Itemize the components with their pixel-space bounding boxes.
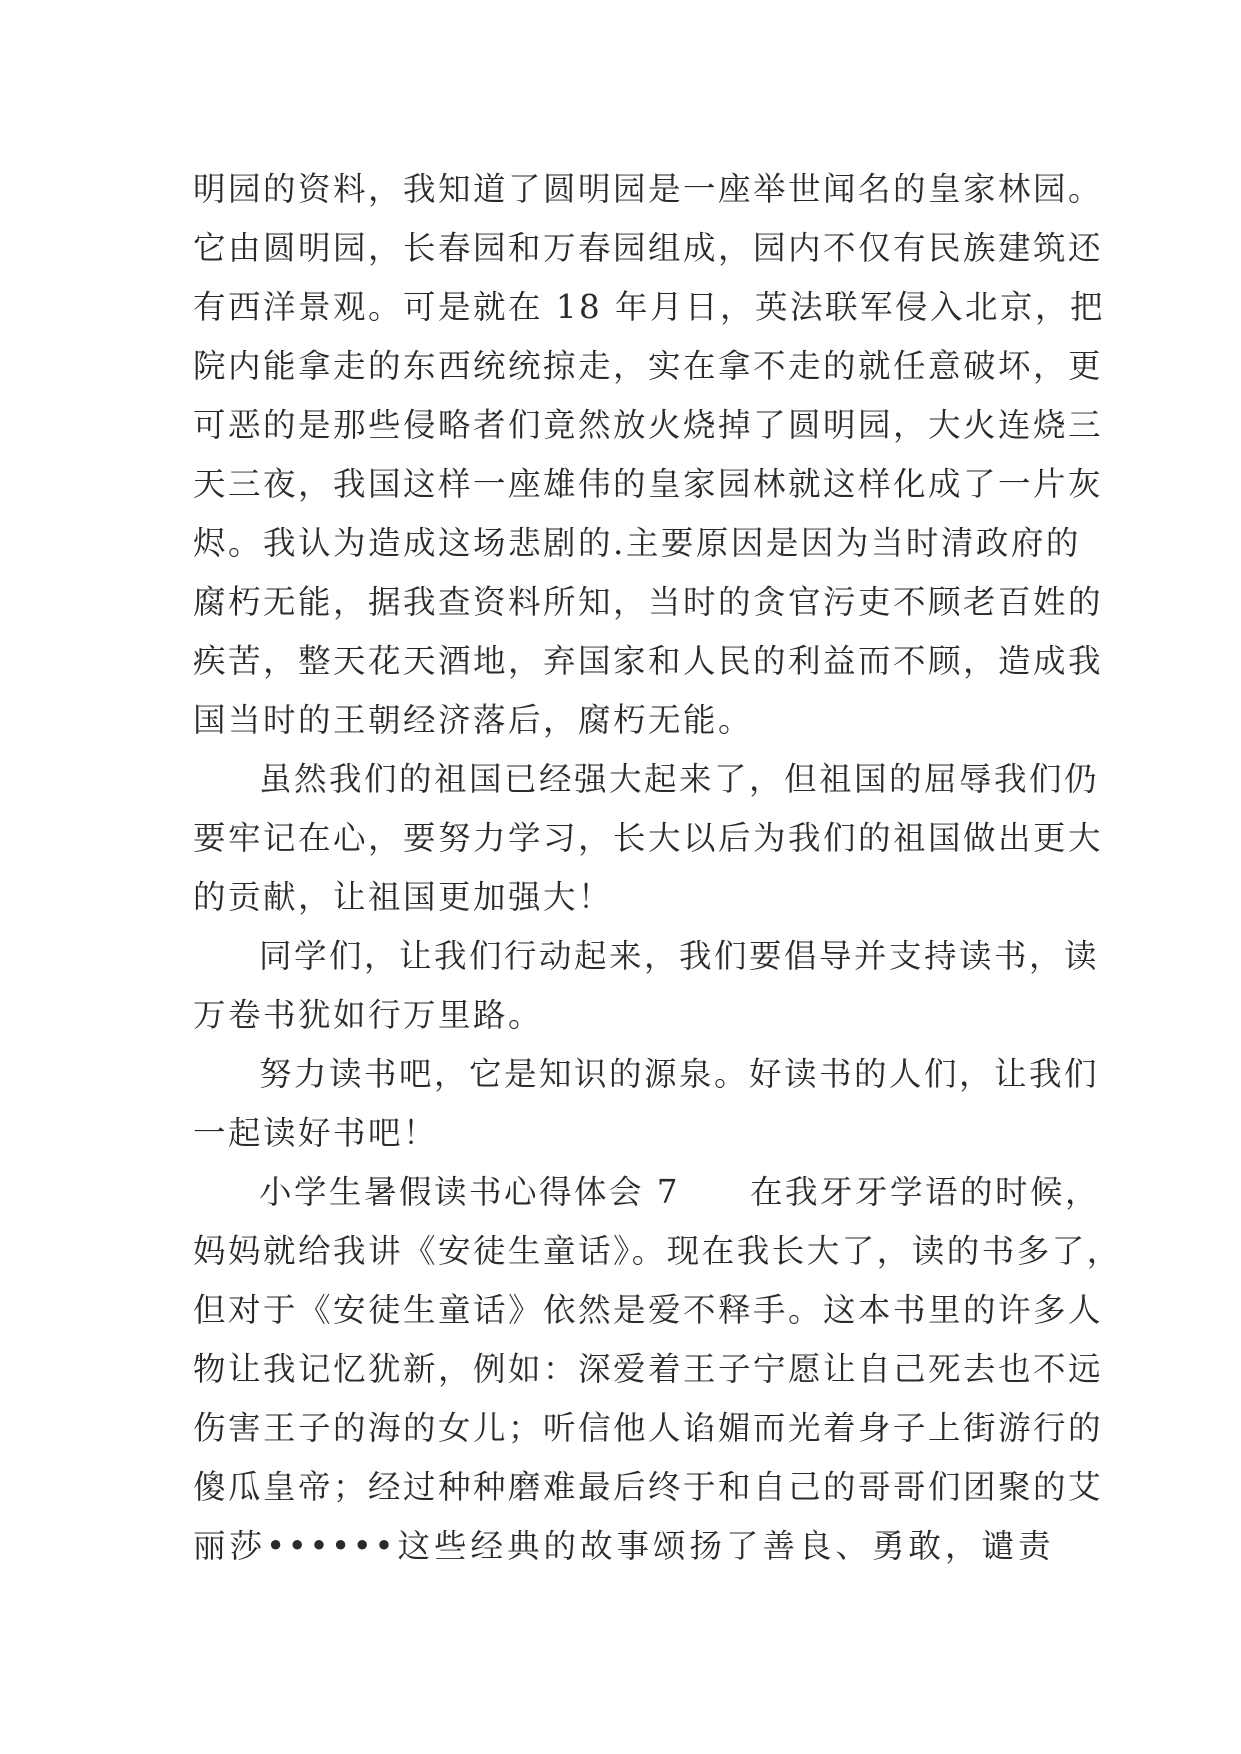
text-line: 天三夜，我国这样一座雄伟的皇家园林就这样化成了一片灰: [193, 465, 1104, 503]
text-line: 物让我记忆犹新，例如：深爱着王子宁愿让自己死去也不远: [193, 1350, 1104, 1388]
text-line: 要牢记在心，要努力学习，长大以后为我们的祖国做出更大: [193, 819, 1104, 857]
text-line: 有西洋景观。可是就在 18 年月日，英法联军侵入北京，把: [193, 288, 1106, 326]
essay-body: [193, 160, 1122, 1576]
text-line: 烬。我认为造成这场悲剧的.主要原因是因为当时清政府的: [193, 524, 1081, 562]
text-line: 傻瓜皇帝；经过种种磨难最后终于和自己的哥哥们团聚的艾: [193, 1468, 1104, 1506]
text-line: 妈妈就给我讲《安徒生童话》。现在我长大了，读的书多了，: [193, 1232, 1122, 1270]
text-line: 国当时的王朝经济落后，腐朽无能。: [193, 701, 754, 739]
text-line: 疾苦，整天花天酒地，弃国家和人民的利益而不顾，造成我: [193, 642, 1104, 680]
text-line: 但对于《安徒生童话》依然是爱不释手。这本书里的许多人: [193, 1291, 1104, 1329]
paragraph-first-line: 努力读书吧，它是知识的源泉。好读书的人们，让我们: [259, 1055, 1100, 1093]
paragraph-first-line: 虽然我们的祖国已经强大起来了，但祖国的屈辱我们仍: [259, 760, 1100, 798]
text-line: 丽莎••••••这些经典的故事颂扬了善良、勇敢，谴责: [193, 1527, 1053, 1565]
text-line: 腐朽无能，据我查资料所知，当时的贪官污吏不顾老百姓的: [193, 583, 1104, 621]
text-line: 伤害王子的海的女儿；听信他人谄媚而光着身子上街游行的: [193, 1409, 1104, 1447]
text-line: 明园的资料，我知道了圆明园是一座举世闻名的皇家林园。: [193, 170, 1104, 208]
text-line: 它由圆明园，长春园和万春园组成，园内不仅有民族建筑还: [193, 229, 1104, 267]
text-line: 的贡献，让祖国更加强大！: [193, 878, 614, 916]
text-line: 院内能拿走的东西统统掠走，实在拿不走的就任意破坏，更: [193, 347, 1104, 385]
text-line: 万卷书犹如行万里路。: [193, 996, 544, 1034]
paragraph-first-line: 同学们，让我们行动起来，我们要倡导并支持读书，读: [259, 937, 1100, 975]
text-line: 一起读好书吧！: [193, 1114, 439, 1152]
text-line: 可恶的是那些侵略者们竟然放火烧掉了圆明园，大火连烧三: [193, 406, 1104, 444]
section-heading-line: 小学生暑假读书心得体会 7 在我牙牙学语的时候，: [259, 1173, 1101, 1211]
